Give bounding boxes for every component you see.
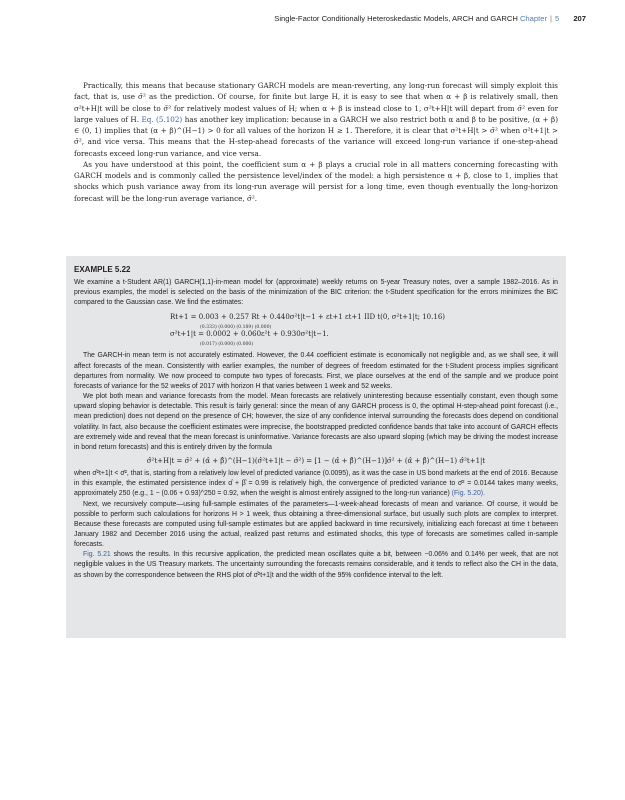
figure-reference[interactable]: (Fig. 5.20).: [451, 490, 485, 498]
equation-reference[interactable]: Eq. (5.102): [141, 114, 183, 124]
paragraph-text: when σ̂²t+1|t < σ̄², that is, starting from a relatively low level of predicted variance (0.0095), as it was the case in US bond markets at the end of 2016. Because in this example, the estimated persistence index α̂ + β̂ = 0.99 is relatively high, the convergence of predicted variance to σ̄² = 0.0144 takes many weeks, approximately 250 (e.g., 1 − (0.06 + 0.93)^250 = 0.92, when the weight is almost entirely assigned to the long-run variance): [74, 470, 558, 498]
forecast-formula: σ̂²t+H|t = σ̄² + (α̂ + β̂)^(H−1)(σ̂²t+1|t − σ̄²) = [1 − (α̂ + β̂)^(H−1)]σ̄² + (α̂ + β̂)^(H−1) σ̂²t+1|t: [146, 457, 486, 466]
chapter-label: Chapter: [519, 14, 547, 23]
example-paragraph: [74, 550, 558, 580]
page-number: 207: [573, 14, 586, 23]
variance-equation: σ²t+1|t = 0.0002 + 0.060ε²t + 0.930σ²t|t−1.: [170, 330, 329, 339]
example-paragraph: The GARCH-in mean term is not accurately estimated. However, the 0.44 coefficient estimate is economically not negligible and, as we shall see, it will affect forecasts of the mean. Consistently with earlier examples, the number of degrees of freedom estimated for the t-Student process implies significant departures from normality. We now proceed to compute two types of forecasts. First, we place ourselves at the end of the sample and we produce point forecasts of variance for the 52 weeks of 2017 with horizon H that varies between 1 week and 52 weeks.: [74, 352, 558, 390]
paragraph-text: Practically, this means that because stationary GARCH models are mean-reverting, any long-run forecast will simply exploit this fact, that is, use σ̄² as the prediction. Of course, for finite but large H, it is easy to see that when α + β is relatively small, then σ²t+H|t will be close to σ̄² for relatively modest values of H; when α + β is instead close to 1, σ²t+H|t will depart from σ̄² even for large values of H.: [74, 81, 558, 124]
example-paragraph: Next, we recursively compute—using full-sample estimates of the parameters—1-week-ahead forecasts of mean and variance. Of course, it would be possible to perform such calculations for horizons H > 1 week, thus obtaining a three-dimensional surface, but usually such plots are complex to interpret. Because these forecasts are computed using full-sample estimates but are applied backward in time recursively, initializing each forecast at time t between January 1982 and December 2016 using the actual, realized past returns and estimated shocks, this type of forecasts are sometimes called in-sample forecasts.: [74, 500, 558, 549]
paragraph-text: shows the results. In this recursive application, the predicted mean oscillates quite a bit, between −0.06% and 0.14% per week, that are not negligible values in the US Treasury markets. The uncertainty surrounding the forecasts remains considerable, and it tends to reflect also the CH in the data, as shown by the correspondence between the RHS plot of σ̂²t+1|t and the width of the 95% confidence interval to the left.: [74, 551, 558, 579]
variance-equation-standard-errors: (0.017) (0.000) (0.000): [200, 342, 254, 348]
chapter-number: 5: [554, 14, 560, 23]
mean-equation-standard-errors: (0.333) (0.000) (0.189) (0.000): [200, 325, 272, 331]
example-box: [66, 256, 566, 638]
paragraph-text: has another key implication: because in a GARCH we also restrict both α and β to be positive, (α + β) ∈ (0, 1) implies that (α + β)^(H−1) > 0 for all values of the horizon H ≥ 1. Therefore, it is clear that σ²t+H|t > σ̄² when σ²t+1|t > σ̄², and vice versa. This means that the H-step-ahead forecasts of the variance will exceed long-run variance if one-step-ahead forecasts exceed long-run variance, and vice versa.: [74, 114, 558, 158]
estimated-equations: [170, 313, 558, 347]
example-title: EXAMPLE 5.22: [74, 265, 131, 274]
running-title: Single-Factor Conditionally Heteroskedastic Models, ARCH and GARCH: [274, 14, 518, 23]
paragraph: As you have understood at this point, the coefficient sum α + β plays a crucial role in all matters concerning forecasting with GARCH models and is commonly called the persistence level/index of the model: a high persistence α + β, close to 1, implies that shocks which push variance away from its long-run average will persist for a long time, even though eventually the long-horizon forecast will be the long-run average variance, σ̄².: [74, 159, 558, 203]
running-header: [40, 14, 586, 28]
example-paragraph: We examine a t-Student AR(1) GARCH(1,1)-in-mean model for (approximate) weekly returns on 5-year Treasury notes, over a sample 1982–2016. As in previous examples, the model is selected on the basis of the minimization of the BIC criterion: the t-Student specification for the errors minimizes the BIC compared to the Gaussian case. We find the estimates:: [74, 279, 558, 307]
paragraph: [74, 80, 558, 159]
example-paragraph: [74, 469, 558, 499]
header-separator: |: [549, 14, 552, 23]
mean-equation: Rt+1 = 0.003 + 0.257 Rt + 0.440σ²t|t−1 + εt+1 εt+1 IID t(0, σ²t+1|t; 10.16): [170, 313, 446, 322]
example-paragraph: We plot both mean and variance forecasts from the model. Mean forecasts are relatively uninteresting because essentially constant, even though some upward sloping behavior is detectable. This result is fairly general: since the mean of any GARCH process is 0, the optimal H-step-ahead point forecast (i.e., mean prediction) does not depend on the presence of CH; however, the size of any confidence interval surrounding the forecasts does depend on conditional volatility. In fact, also because the coefficient estimates were imprecise, the bootstrapped predicted confidence bands that take into account of GARCH effects are extremely wide and reveal that the mean forecast is uninformative. Variance forecasts are also upward sloping (which may be driving the modest increase in bond return forecasts) and this is entirely driven by the formula: [74, 393, 558, 451]
figure-reference[interactable]: Fig. 5.21: [83, 551, 111, 559]
main-text: [74, 80, 558, 204]
